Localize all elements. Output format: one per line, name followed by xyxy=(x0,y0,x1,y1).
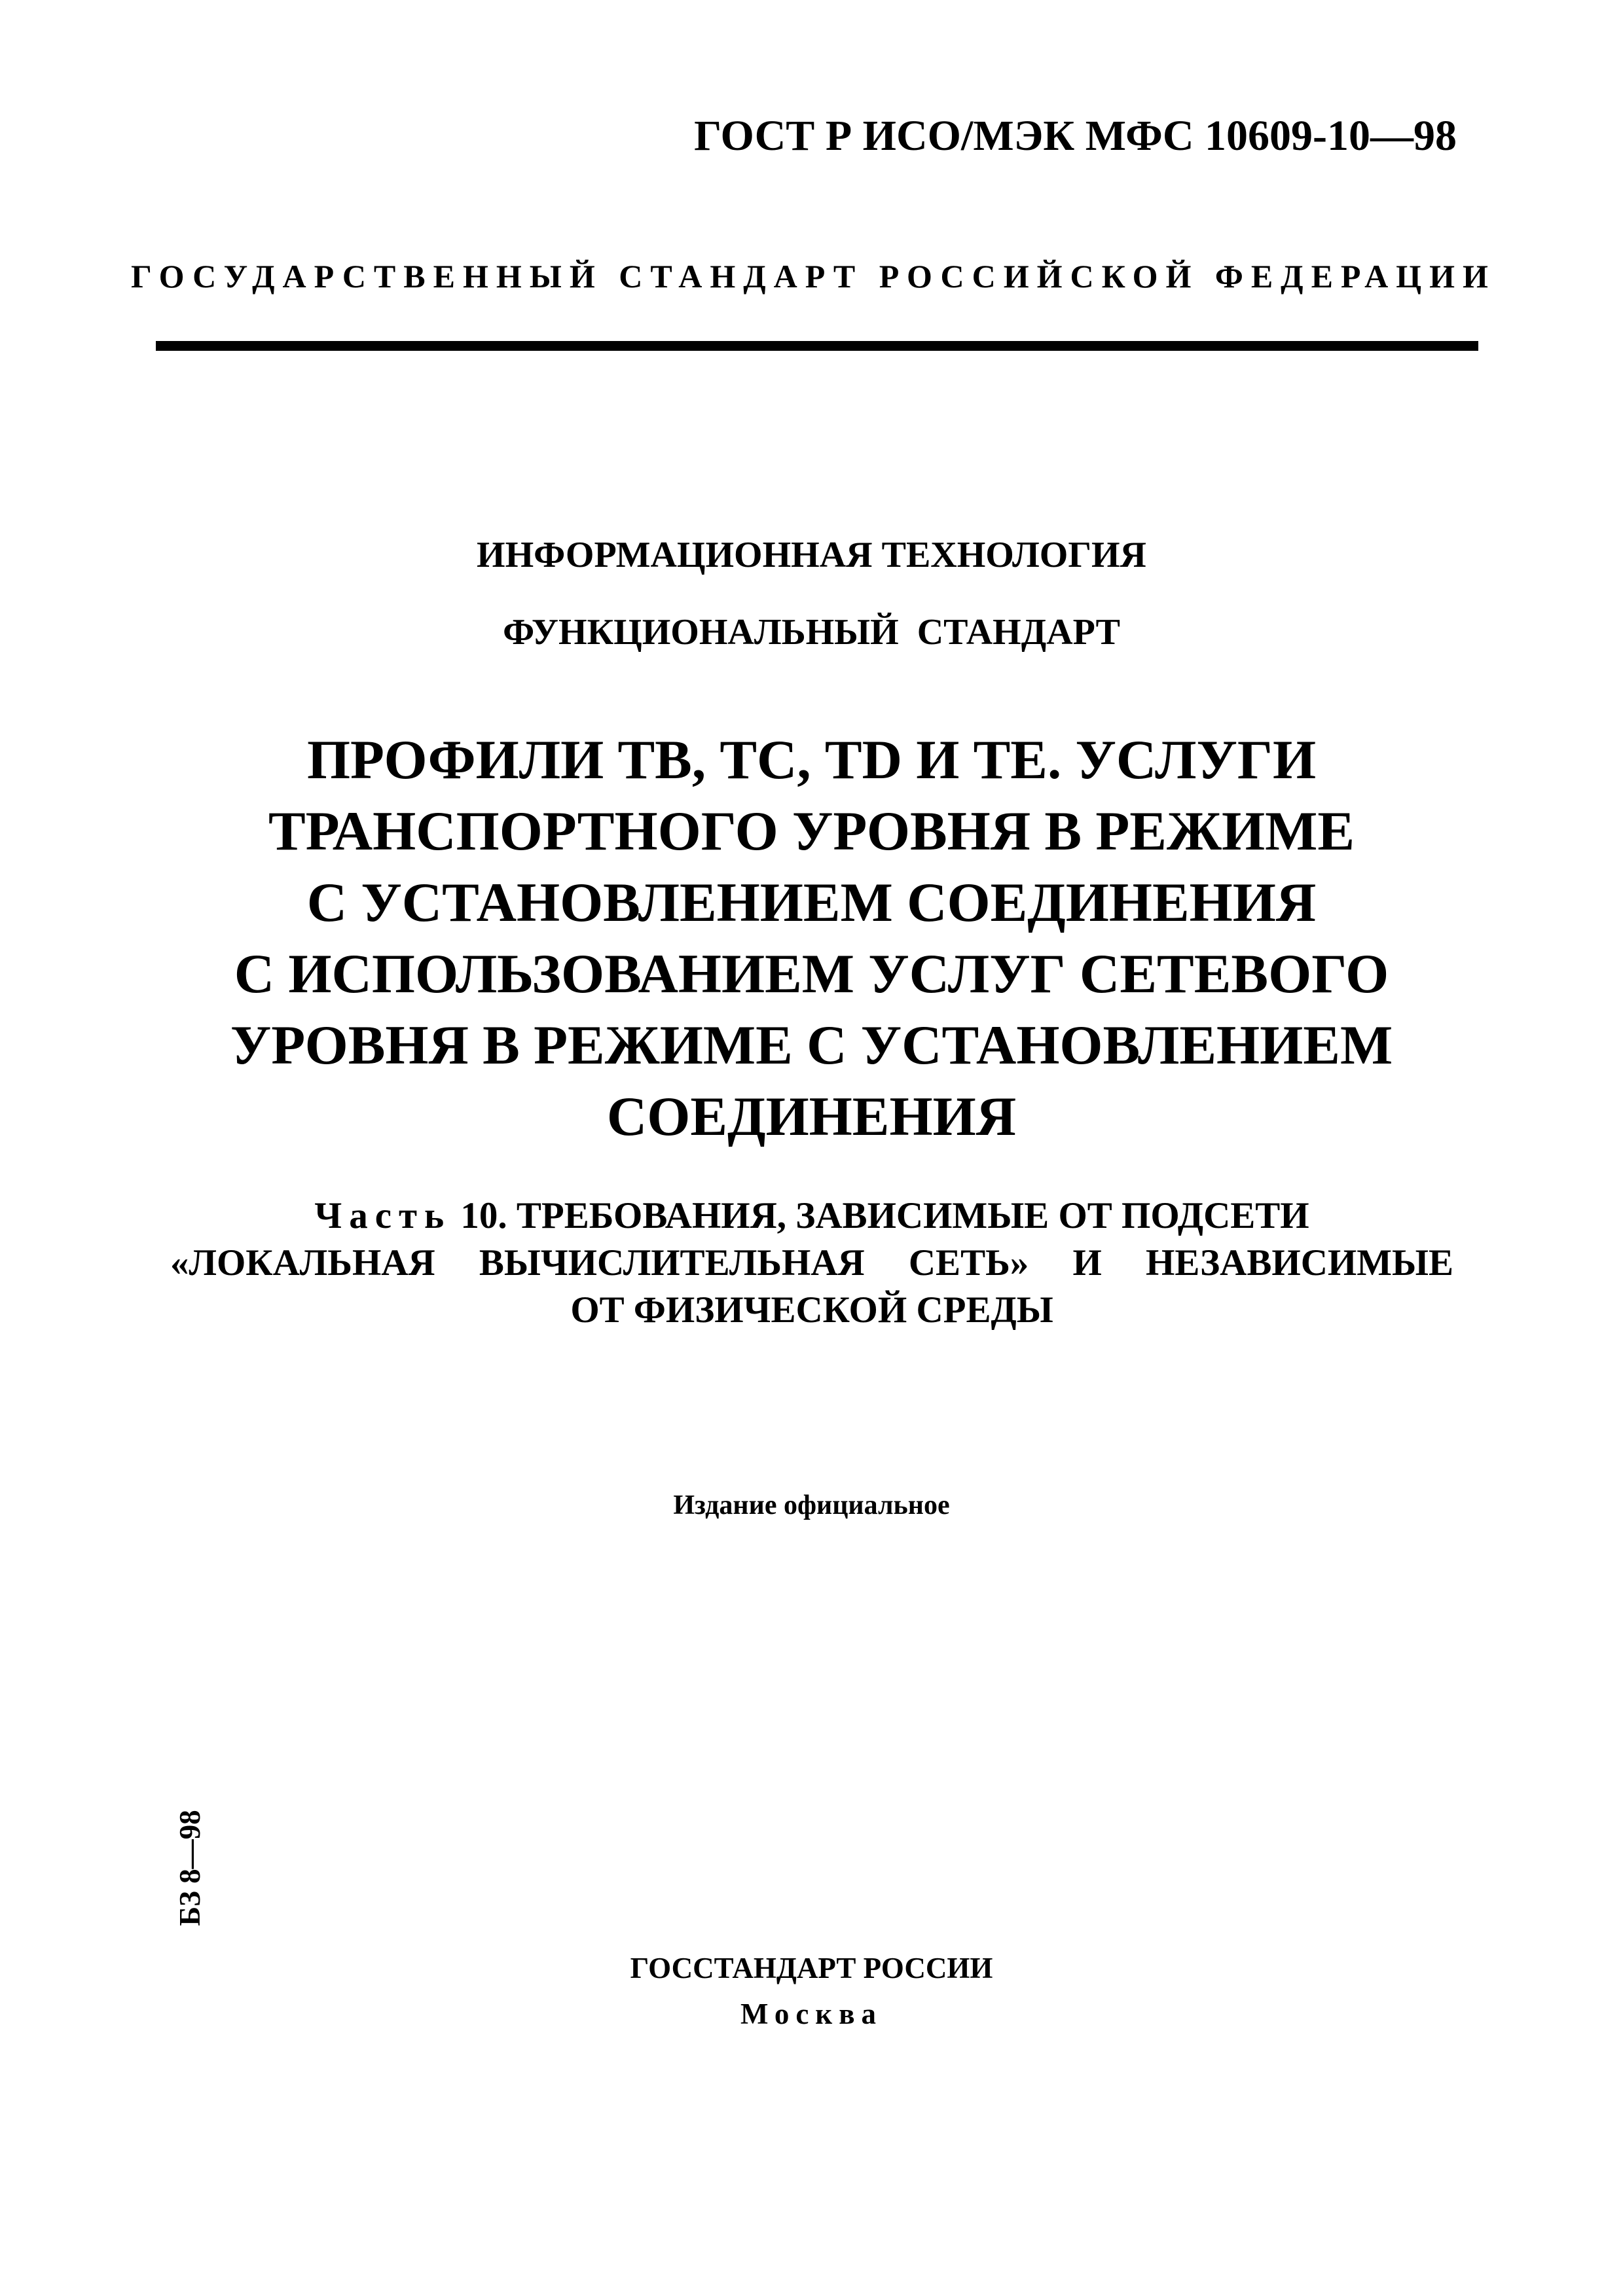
title-information-technology: ИНФОРМАЦИОННАЯ ТЕХНОЛОГИЯ xyxy=(477,535,1146,575)
main-title xyxy=(131,725,1492,1153)
main-title-line: УРОВНЯ В РЕЖИМЕ С УСТАНОВЛЕНИЕМ xyxy=(230,1014,1393,1076)
side-catalog-code-text: БЗ 8—98 xyxy=(173,1810,206,1926)
main-title-line: С ИСПОЛЬЗОВАНИЕМ УСЛУГ СЕТЕВОГО xyxy=(234,943,1389,1005)
part-title xyxy=(170,1193,1453,1334)
publication-city: Москва xyxy=(740,1998,883,2030)
edition-note: Издание официальное xyxy=(673,1490,950,1520)
part-title-line xyxy=(170,1193,1453,1240)
part-title-text: 10. ТРЕБОВАНИЯ, ЗАВИСИМЫЕ ОТ ПОДСЕТИ xyxy=(460,1195,1309,1236)
main-title-line: СОЕДИНЕНИЯ xyxy=(606,1086,1017,1147)
main-title-line: ПРОФИЛИ ТВ, ТС, TD И ТЕ. УСЛУГИ xyxy=(306,729,1317,791)
part-title-line: ОТ ФИЗИЧЕСКОЙ СРЕДЫ xyxy=(570,1289,1053,1331)
part-label: Часть xyxy=(314,1195,452,1236)
side-catalog-code xyxy=(169,1793,211,1943)
publisher-name: ГОССТАНДАРТ РОССИИ xyxy=(630,1952,993,1984)
header-divider xyxy=(156,341,1478,351)
part-title-line: «ЛОКАЛЬНАЯ ВЫЧИСЛИТЕЛЬНАЯ СЕТЬ» И НЕЗАВИСИМЫЕ xyxy=(170,1242,1453,1283)
main-title-line: ТРАНСПОРТНОГО УРОВНЯ В РЕЖИМЕ xyxy=(268,800,1355,862)
document-code: ГОСТ Р ИСО/МЭК МФС 10609-10—98 xyxy=(694,112,1457,160)
main-title-line: С УСТАНОВЛЕНИЕМ СОЕДИНЕНИЯ xyxy=(306,872,1317,933)
title-functional-standard: ФУНКЦИОНАЛЬНЫЙ СТАНДАРТ xyxy=(503,612,1120,653)
state-standard-heading: ГОСУДАРСТВЕННЫЙ СТАНДАРТ РОССИЙСКОЙ ФЕДЕРАЦИИ xyxy=(131,258,1496,295)
